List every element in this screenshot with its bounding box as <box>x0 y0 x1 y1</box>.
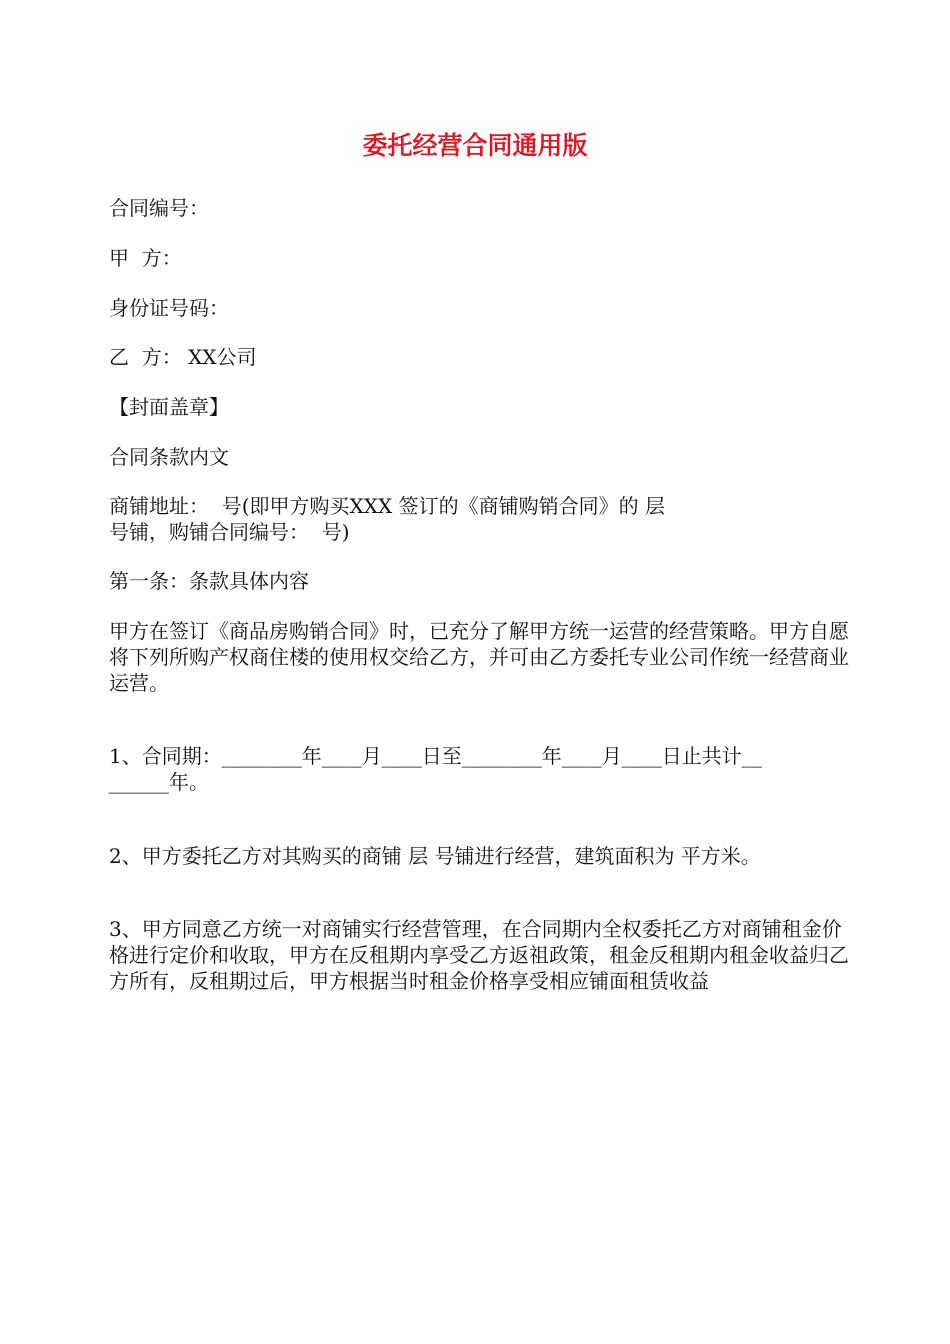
contract-number-label: 合同编号： <box>109 196 209 220</box>
management-item: 3、甲方同意乙方统一对商铺实行经营管理，在合同期内全权委托乙方对商铺租金价格进行定价和收取，甲方在反租期内享受乙方返祖政策，租金反租期内租金收益归乙方所有，反租期过后，甲方根据当时租金价格享受相应铺面租赁收益 <box>109 917 849 993</box>
document-title: 委托经营合同通用版 <box>362 131 588 160</box>
clause-heading: 合同条款内文 <box>109 445 229 469</box>
cover-seal-note: 【封面盖章】 <box>109 395 229 419</box>
shop-entrust-item: 2、甲方委托乙方对其购买的商铺 层 号铺进行经营，建筑面积为 平方米。 <box>109 844 761 868</box>
party-a-label: 甲 方： <box>109 246 182 270</box>
contract-term-item: 1、合同期：________年____月____日至________年____月____日止共计__ ______年。 <box>109 744 762 794</box>
intro-paragraph: 甲方在签订《商品房购销合同》时，已充分了解甲方统一运营的经营策略。甲方自愿将下列所购产权商住楼的使用权交给乙方，并可由乙方委托专业公司作统一经营商业运营。 <box>109 619 849 695</box>
article-one-heading: 第一条：条款具体内容 <box>109 569 309 593</box>
party-b-label: 乙 方： XX公司 <box>109 345 257 369</box>
id-number-label: 身份证号码： <box>109 296 229 320</box>
shop-address-paragraph: 商铺地址： 号(即甲方购买XXX 签订的《商铺购销合同》的 层 号铺，购铺合同编号： 号) <box>109 494 665 544</box>
